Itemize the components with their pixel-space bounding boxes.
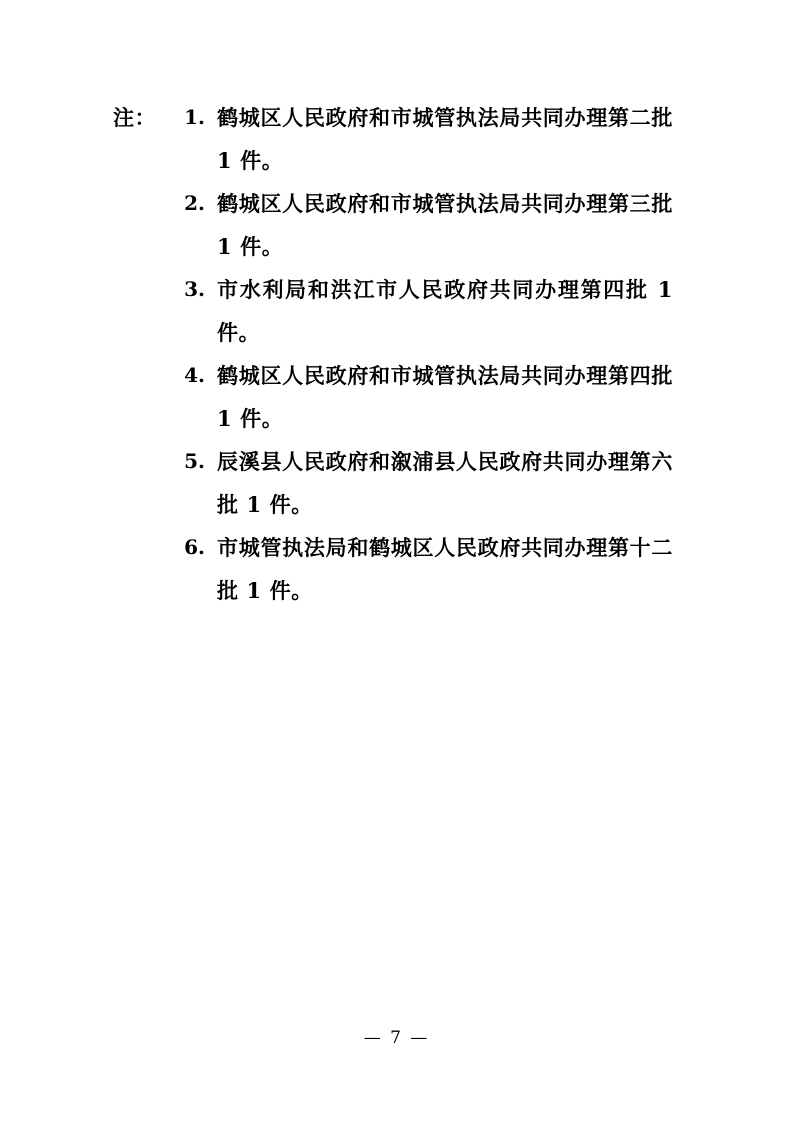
list-item-number: 2. [184, 191, 205, 215]
list-item-number: 6. [184, 535, 205, 559]
list-item [175, 354, 673, 440]
page-number: — 7 — [363, 1028, 430, 1048]
list-item [175, 268, 673, 354]
list-item-text: 辰溪县人民政府和溆浦县人民政府共同办理第六批 1 件。 [217, 449, 673, 517]
list-item-number: 5. [184, 449, 205, 473]
notes-row [113, 96, 673, 612]
list-item-number: 1. [184, 105, 205, 129]
notes-block [113, 96, 673, 612]
list-item-text: 市水利局和洪江市人民政府共同办理第四批 1 件。 [217, 277, 673, 345]
list-item [175, 182, 673, 268]
notes-label: 注： [113, 105, 156, 130]
list-item [175, 440, 673, 526]
list-item-text: 鹤城区人民政府和市城管执法局共同办理第三批 1 件。 [217, 191, 673, 259]
list-item-number: 4. [184, 363, 205, 387]
notes-list [175, 96, 673, 612]
list-item [175, 96, 673, 182]
list-item-number: 3. [184, 277, 205, 301]
list-item-text: 鹤城区人民政府和市城管执法局共同办理第二批 1 件。 [217, 105, 673, 173]
list-item-text: 鹤城区人民政府和市城管执法局共同办理第四批 1 件。 [217, 363, 673, 431]
list-item [175, 526, 673, 612]
list-item-text: 市城管执法局和鹤城区人民政府共同办理第十二批 1 件。 [217, 535, 673, 603]
